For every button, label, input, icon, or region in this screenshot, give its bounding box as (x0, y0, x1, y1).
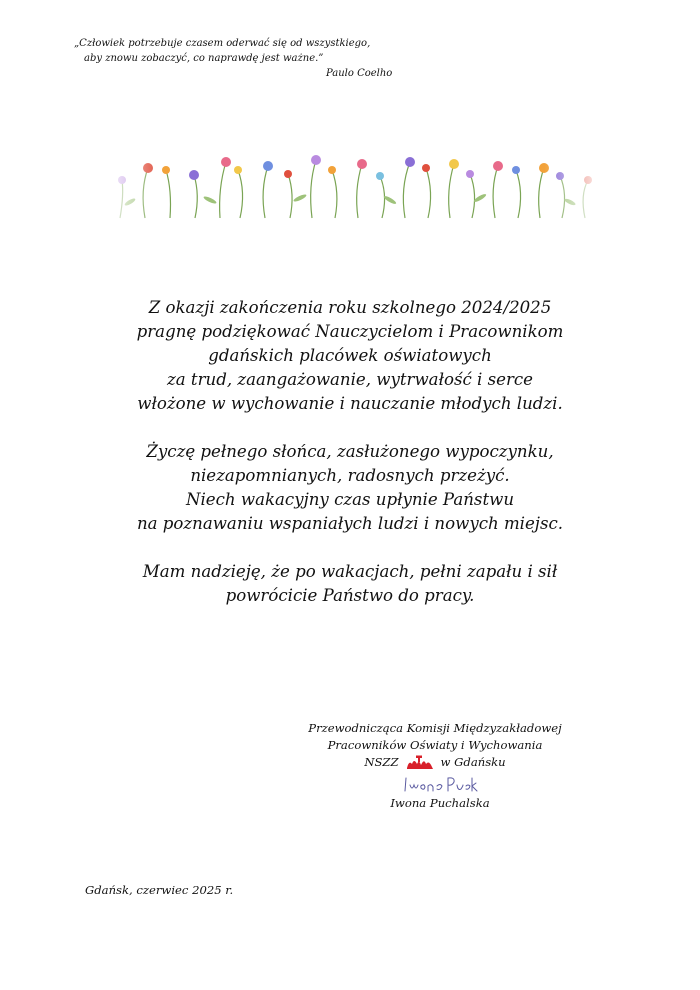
message-line: Niech wakacyjny czas upłynie Państwu (185, 490, 515, 509)
message-line: włożone w wychowanie i nauczanie młodych ludzi. (137, 394, 563, 413)
place-and-date: Gdańsk, czerwiec 2025 r. (85, 883, 234, 897)
signer-name: Iwona Puchalska (390, 796, 490, 810)
quote-author: Paulo Coelho (326, 68, 393, 79)
message-line: za trud, zaangażowanie, wytrwałość i serce (167, 370, 533, 389)
message-line: gdańskich placówek oświatowych (208, 346, 492, 365)
city-label: w Gdańsku (440, 755, 506, 769)
signature-title-line-2: Pracowników Oświaty i Wychowania (327, 738, 543, 752)
wildflowers-illustration-icon (100, 140, 605, 220)
quote-line-2: aby znowu zobaczyć, co naprawdę jest ważne.” (84, 53, 324, 64)
signature-title-line-1: Przewodnicząca Komisji Międzyzakładowej (308, 721, 562, 735)
message-paragraph-1 (0, 296, 700, 416)
message-line: Życzę pełnego słońca, zasłużonego wypoczynku, (146, 442, 554, 461)
message-line: powrócicie Państwo do pracy. (225, 586, 475, 605)
message-line: niezapomnianych, radosnych przeżyć. (190, 466, 510, 485)
message-paragraph-2 (0, 440, 700, 536)
message-line: Z okazji zakończenia roku szkolnego 2024/2025 (148, 298, 552, 317)
signature-title-line-3 (300, 754, 570, 771)
nszz-label: NSZZ (364, 755, 399, 769)
epigraph-quote (74, 36, 393, 79)
message-paragraph-3 (0, 560, 700, 608)
quote-line-1: „Człowiek potrzebuje czasem oderwać się od wszystkiego, (74, 38, 371, 49)
handwritten-signature-icon (400, 774, 480, 796)
message-line: Mam nadzieję, że po wakacjach, pełni zapału i sił (142, 562, 558, 581)
solidarnosc-logo-icon (405, 755, 435, 771)
message-line: pragnę podziękować Nauczycielom i Pracownikom (136, 322, 564, 341)
message-body (0, 296, 700, 632)
message-line: na poznawaniu wspaniałych ludzi i nowych miejsc. (136, 514, 564, 533)
signature-block (300, 720, 570, 771)
